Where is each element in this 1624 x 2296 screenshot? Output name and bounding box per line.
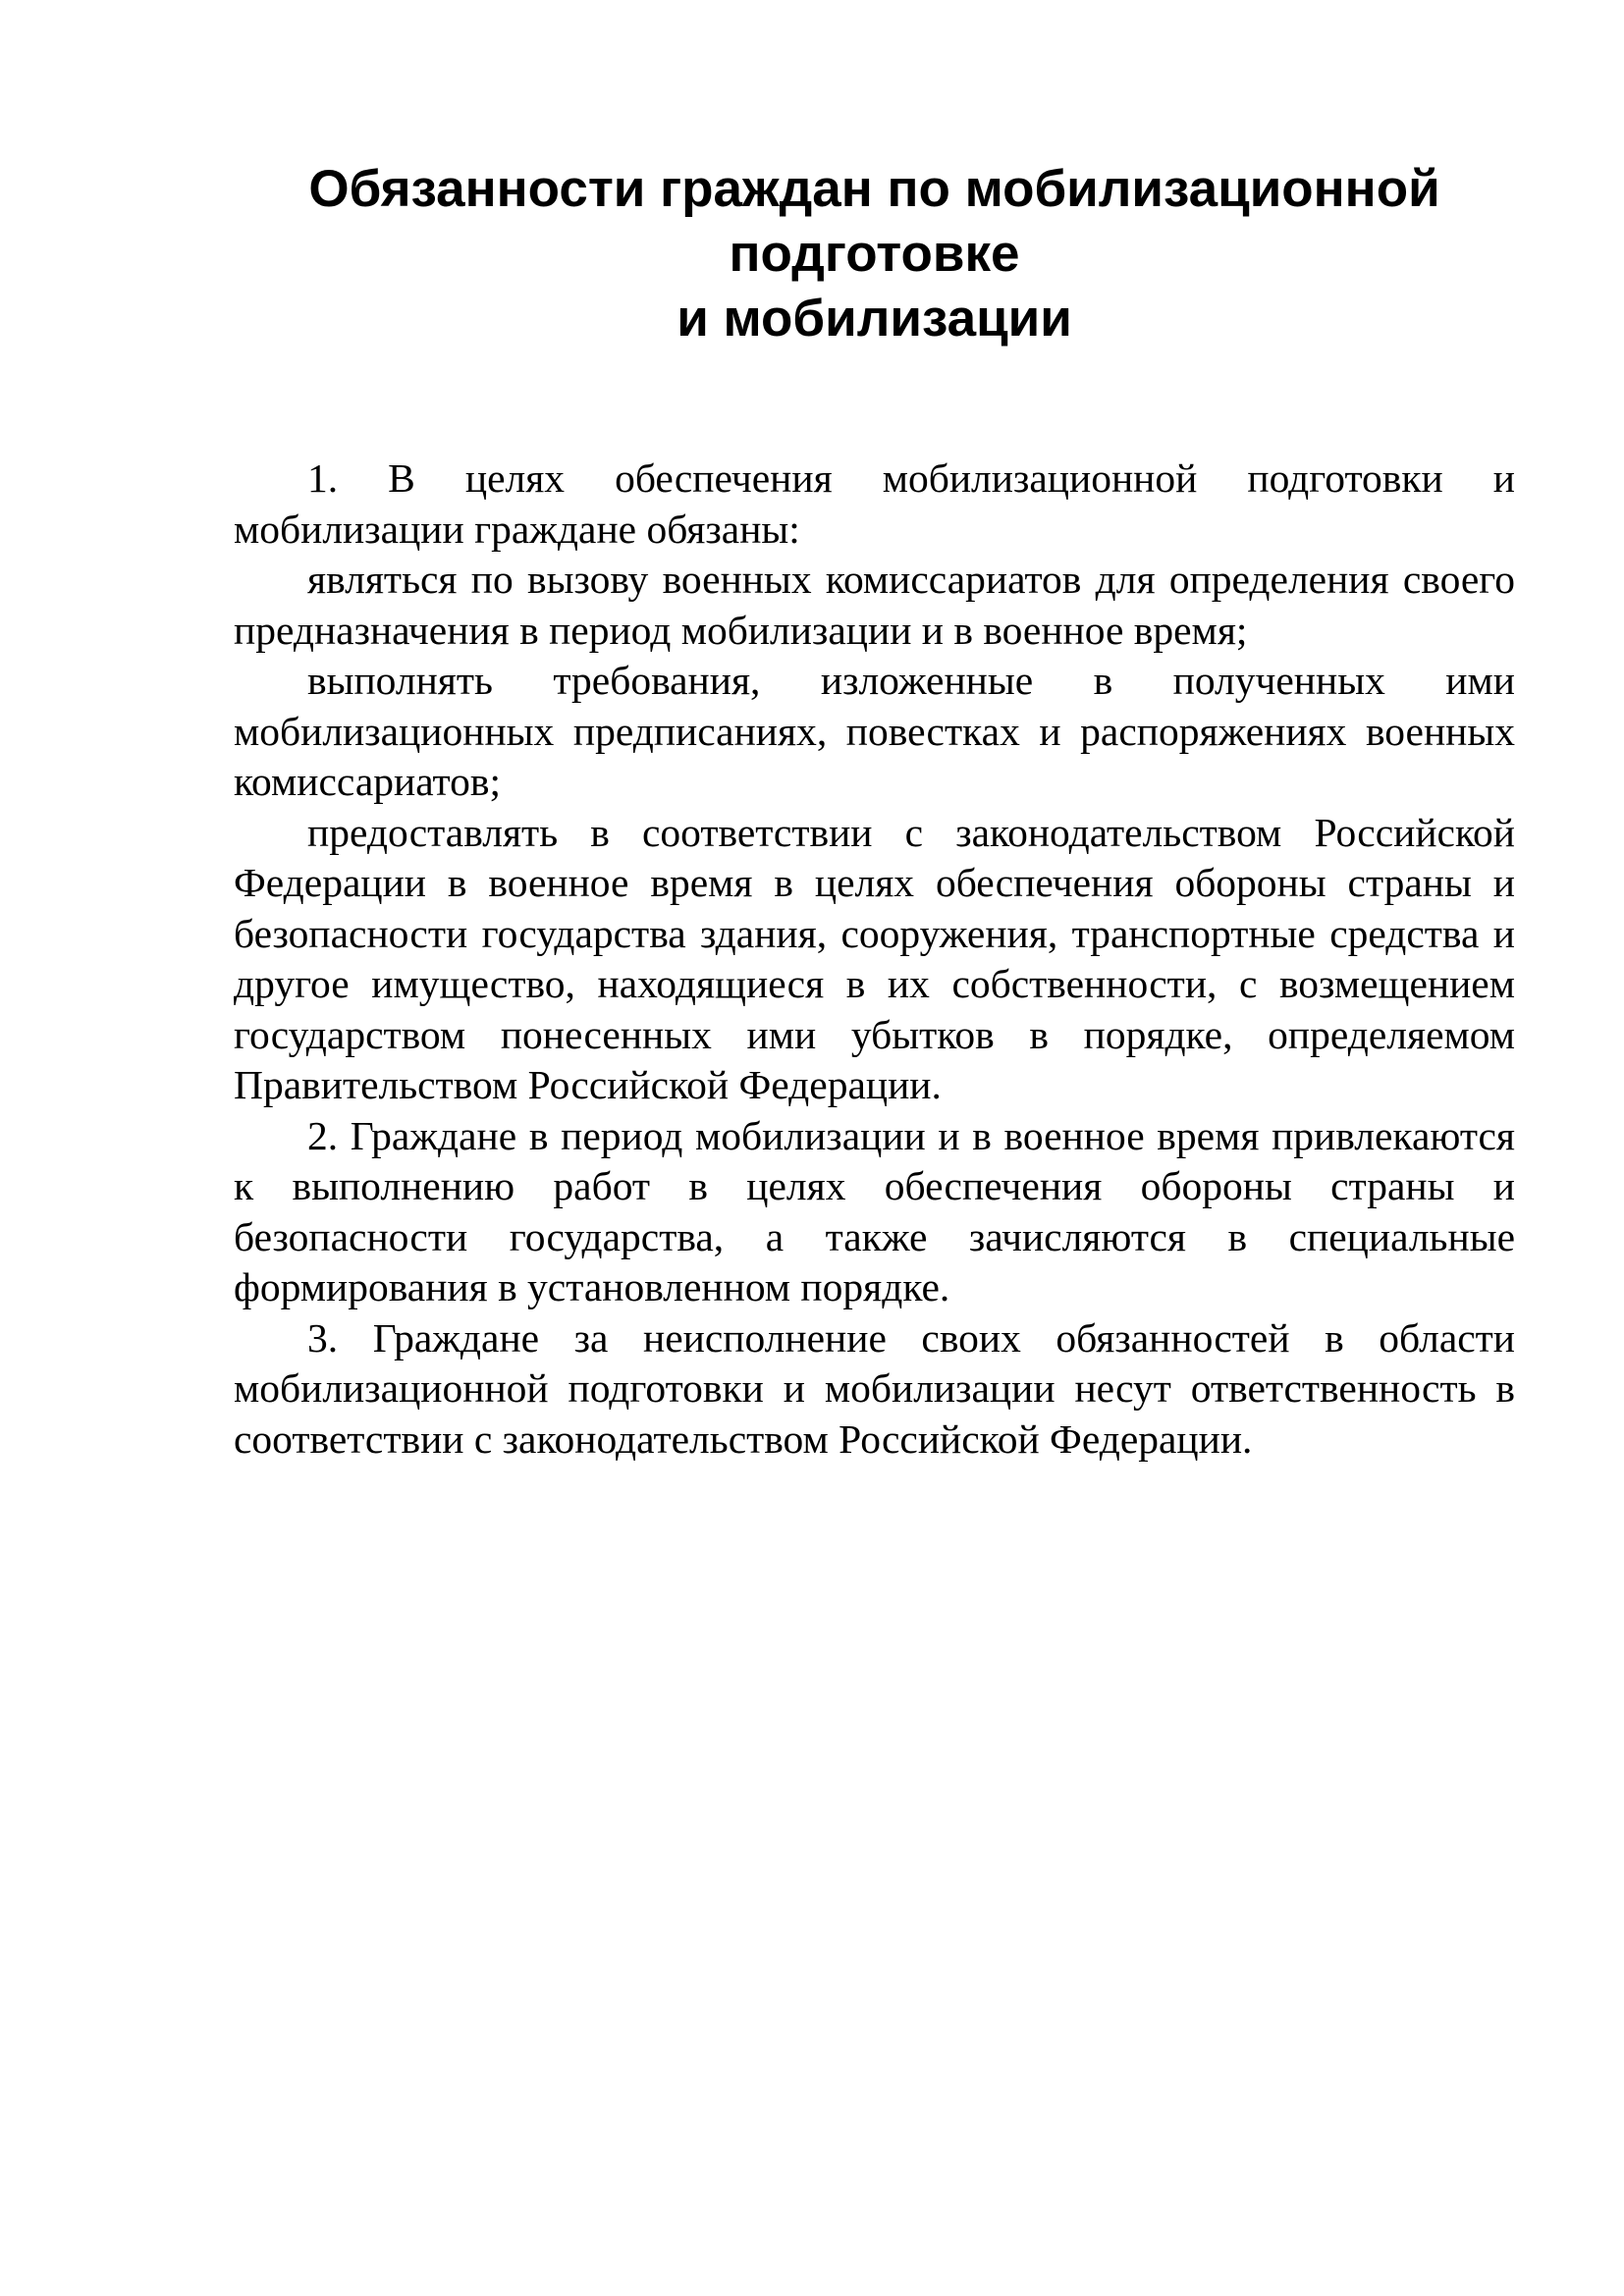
document-title xyxy=(234,157,1515,351)
paragraph-duty-comply: выполнять требования, изложенные в полученных ими мобилизационных предписаниях, повестках и распоряжениях военных комиссариатов; xyxy=(234,658,1515,804)
title-line-1: Обязанности граждан по мобилизационной xyxy=(308,160,1440,218)
paragraph-duty-report: являться по вызову военных комиссариатов для определения своего предназначения в период мобилизации и в военное время; xyxy=(234,557,1515,653)
paragraph-1: 1. В целях обеспечения мобилизационной подготовки и мобилизации граждане обязаны: xyxy=(234,455,1515,552)
paragraph-3: 3. Граждане за неисполнение своих обязанностей в области мобилизационной подготовки и мобилизации несут ответственность в соответствии с законодательством Российской Федерации. xyxy=(234,1314,1515,1462)
title-line-2: подготовке xyxy=(729,225,1020,283)
title-line-3: и мобилизации xyxy=(677,290,1072,347)
document-body xyxy=(234,454,1515,1465)
paragraph-duty-provide: предоставлять в соответствии с законодательством Российской Федерации в военное время в целях обеспечения обороны страны и безопасности государства здания, сооружения, транспортные средства и другое имущество, находящиеся в их собственности, с возмещением государством понесенных ими убытков в порядке, определяемом Правительством Российской Федерации. xyxy=(234,809,1515,1107)
paragraph-2: 2. Граждане в период мобилизации и в военное время привлекаются к выполнению работ в целях обеспечения обороны страны и безопасности государства, а также зачисляются в специальные формирования в установленном порядке. xyxy=(234,1112,1515,1309)
